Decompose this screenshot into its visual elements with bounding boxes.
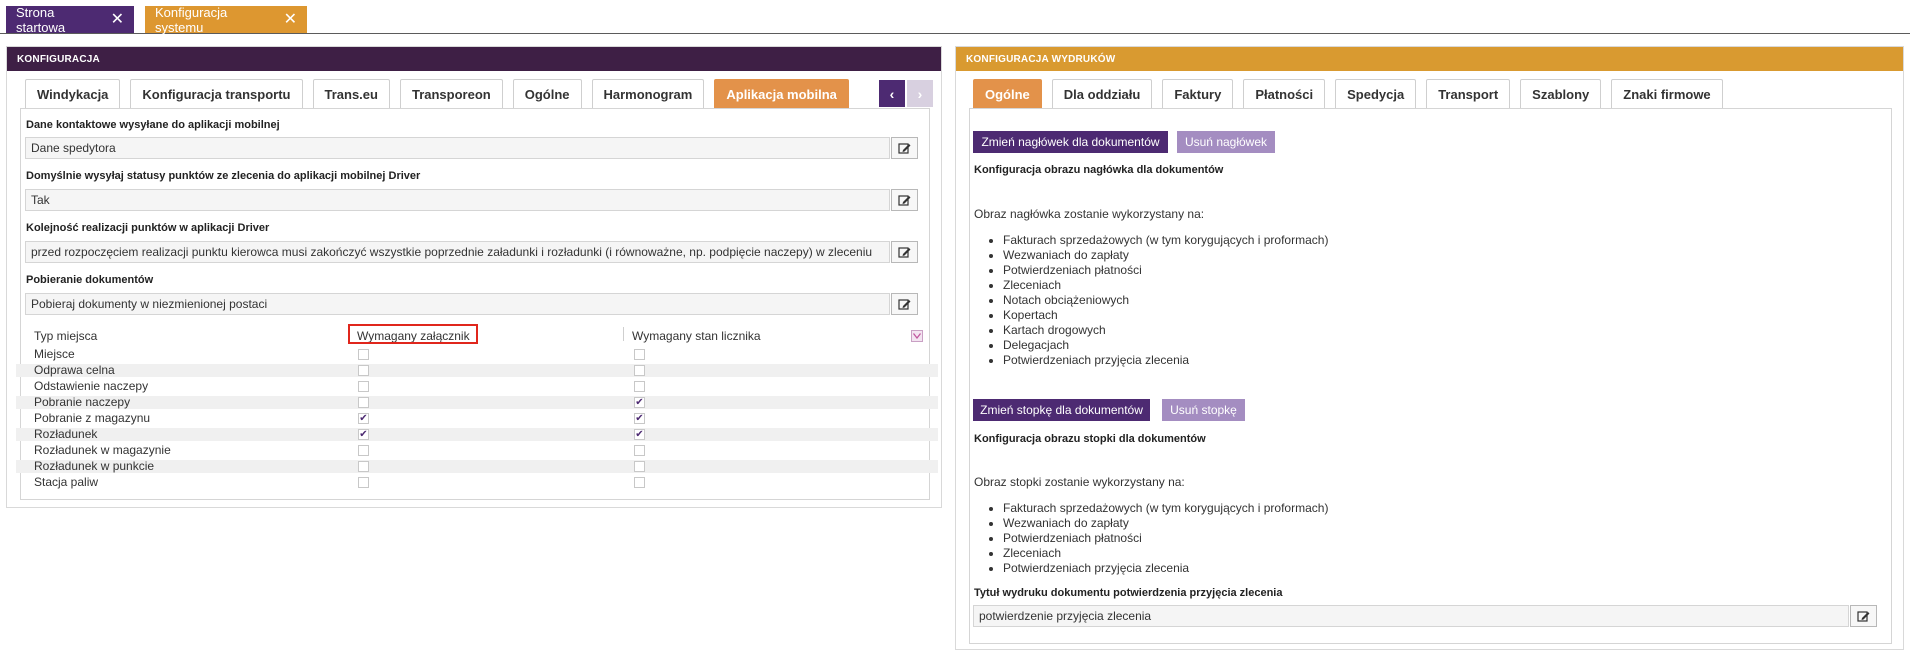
counter-required-checkbox[interactable] [634, 397, 645, 408]
counter-required-checkbox[interactable] [634, 445, 645, 456]
chevron-left-icon[interactable]: ‹ [879, 80, 905, 107]
list-item: • Fakturach sprzedażowych (w tym korygujących i proformach) [1003, 501, 1328, 516]
close-icon[interactable]: ✕ [110, 10, 124, 28]
tab-konfiguracja-transportu[interactable]: Konfiguracja transportu [130, 79, 302, 108]
edit-icon[interactable] [891, 137, 918, 159]
top-tab-label: Konfiguracja systemu [155, 4, 228, 35]
attachment-required-checkbox[interactable] [358, 413, 369, 424]
list-item: • Wezwaniach do zapłaty [1003, 248, 1328, 263]
edit-icon[interactable] [891, 241, 918, 263]
chevron-right-icon[interactable]: › [907, 80, 933, 107]
tab-platnosci[interactable]: Płatności [1243, 79, 1325, 108]
tab-transporeon[interactable]: Transporeon [400, 79, 503, 108]
table-row [16, 476, 938, 489]
tab-ogolne[interactable]: Ogólne [973, 79, 1042, 108]
list-item: • Notach obciążeniowych [1003, 293, 1328, 308]
attachment-required-checkbox[interactable] [358, 381, 369, 392]
send-statuses-field[interactable]: Tak [25, 189, 890, 211]
attachment-required-checkbox[interactable] [358, 429, 369, 440]
panel-title: KONFIGURACJA [7, 47, 941, 71]
edit-icon[interactable] [1850, 605, 1877, 627]
config-tabs [25, 79, 859, 108]
tab-harmonogram[interactable]: Harmonogram [592, 79, 705, 108]
attachment-required-checkbox[interactable] [358, 397, 369, 408]
column-divider [623, 327, 624, 341]
table-row [16, 444, 938, 457]
list-item: • Kartach drogowych [1003, 323, 1328, 338]
table-row [16, 364, 938, 377]
table-row [16, 412, 938, 425]
list-item: • Zleceniach [1003, 278, 1328, 293]
counter-required-checkbox[interactable] [634, 349, 645, 360]
field-label-order: Kolejność realizacji punktów w aplikacji Driver [26, 222, 270, 234]
tab-trans-eu[interactable]: Trans.eu [313, 79, 390, 108]
tab-aplikacja-mobilna[interactable]: Aplikacja mobilna [714, 79, 849, 108]
top-tab-label: Strona startowa [16, 4, 66, 35]
close-icon[interactable]: ✕ [283, 10, 297, 28]
edit-icon[interactable] [891, 293, 918, 315]
tab-ogolne[interactable]: Ogólne [513, 79, 582, 108]
field-label-statuses: Domyślnie wysyłaj statusy punktów ze zlecenia do aplikacji mobilnej Driver [26, 170, 421, 182]
contact-data-field[interactable]: Dane spedytora [25, 137, 890, 159]
print-title-field[interactable]: potwierdzenie przyjęcia zlecenia [973, 605, 1849, 627]
tab-szablony[interactable]: Szablony [1520, 79, 1601, 108]
counter-required-checkbox[interactable] [634, 365, 645, 376]
attachment-required-checkbox[interactable] [358, 461, 369, 472]
counter-required-checkbox[interactable] [634, 461, 645, 472]
change-footer-button[interactable]: Zmień stopkę dla dokumentów [973, 399, 1150, 421]
tab-windykacja[interactable]: Windykacja [25, 79, 120, 108]
points-order-field[interactable]: przed rozpoczęciem realizacji punktu kierowca musi zakończyć wszystkie poprzednie załadunki i rozładunki (i równoważne, np. podpięcie naczepy) w zleceniu [25, 241, 890, 263]
field-label-documents: Pobieranie dokumentów [26, 274, 154, 286]
attachment-required-checkbox[interactable] [358, 349, 369, 360]
footer-usage-list [985, 501, 1328, 576]
place-type-label: Pobranie naczepy [34, 395, 131, 409]
list-item: • Zleceniach [1003, 546, 1328, 561]
footer-intro: Obraz stopki zostanie wykorzystany na: [974, 475, 1185, 489]
header-intro: Obraz nagłówka zostanie wykorzystany na: [974, 207, 1205, 221]
attachment-required-checkbox[interactable] [358, 477, 369, 488]
print-title-label: Tytuł wydruku dokumentu potwierdzenia przyjęcia zlecenia [974, 587, 1283, 599]
print-tabs [973, 79, 1733, 108]
tab-faktury[interactable]: Faktury [1162, 79, 1233, 108]
counter-required-checkbox[interactable] [634, 429, 645, 440]
attachment-required-checkbox[interactable] [358, 365, 369, 376]
table-row [16, 380, 938, 393]
column-header-place-type: Typ miejsca [34, 329, 98, 343]
place-type-label: Pobranie z magazynu [34, 411, 151, 425]
table-row [16, 396, 938, 409]
place-type-label: Rozładunek [34, 427, 98, 441]
counter-required-checkbox[interactable] [634, 381, 645, 392]
documents-download-field[interactable]: Pobieraj dokumenty w niezmienionej postaci [25, 293, 890, 315]
list-item: • Potwierdzeniach płatności [1003, 531, 1328, 546]
place-type-label: Odstawienie naczepy [34, 379, 149, 393]
column-header-counter: Wymagany stan licznika [632, 329, 761, 343]
header-config-title: Konfiguracja obrazu nagłówka dla dokumentów [974, 164, 1224, 176]
table-row [16, 460, 938, 473]
select-all-checkbox[interactable] [911, 330, 923, 342]
counter-required-checkbox[interactable] [634, 413, 645, 424]
place-type-label: Rozładunek w punkcie [34, 459, 155, 473]
column-header-attachment: Wymagany załącznik [357, 329, 470, 343]
tab-spedycja[interactable]: Spedycja [1335, 79, 1416, 108]
footer-config-title: Konfiguracja obrazu stopki dla dokumentów [974, 433, 1206, 445]
panel-title: KONFIGURACJA WYDRUKÓW [956, 47, 1903, 71]
place-type-label: Miejsce [34, 347, 75, 361]
list-item: • Potwierdzeniach przyjęcia zlecenia [1003, 561, 1328, 576]
change-header-button[interactable]: Zmień nagłówek dla dokumentów [973, 131, 1168, 153]
top-tab-system-config[interactable] [145, 6, 307, 33]
list-item: • Potwierdzeniach przyjęcia zlecenia [1003, 353, 1328, 368]
list-item: • Fakturach sprzedażowych (w tym korygujących i proformach) [1003, 233, 1328, 248]
table-row [16, 348, 938, 361]
remove-footer-button[interactable]: Usuń stopkę [1162, 399, 1245, 421]
list-item: • Wezwaniach do zapłaty [1003, 516, 1328, 531]
remove-header-button[interactable]: Usuń nagłówek [1177, 131, 1275, 153]
list-item: • Potwierdzeniach płatności [1003, 263, 1328, 278]
field-label-contact: Dane kontaktowe wysyłane do aplikacji mobilnej [26, 119, 280, 131]
attachment-required-checkbox[interactable] [358, 445, 369, 456]
place-type-label: Rozładunek w magazynie [34, 443, 171, 457]
top-tab-bar [0, 0, 1910, 34]
list-item: • Delegacjach [1003, 338, 1328, 353]
tab-transport[interactable]: Transport [1426, 79, 1510, 108]
tab-dla-oddzialu[interactable]: Dla oddziału [1052, 79, 1153, 108]
top-tab-start[interactable] [6, 6, 134, 33]
place-type-label: Odprawa celna [34, 363, 115, 377]
tab-znaki-firmowe[interactable]: Znaki firmowe [1611, 79, 1722, 108]
header-usage-list [985, 233, 1328, 368]
list-item: • Kopertach [1003, 308, 1328, 323]
highlight-box [348, 324, 478, 344]
place-type-label: Stacja paliw [34, 475, 99, 489]
table-row [16, 428, 938, 441]
counter-required-checkbox[interactable] [634, 477, 645, 488]
edit-icon[interactable] [891, 189, 918, 211]
